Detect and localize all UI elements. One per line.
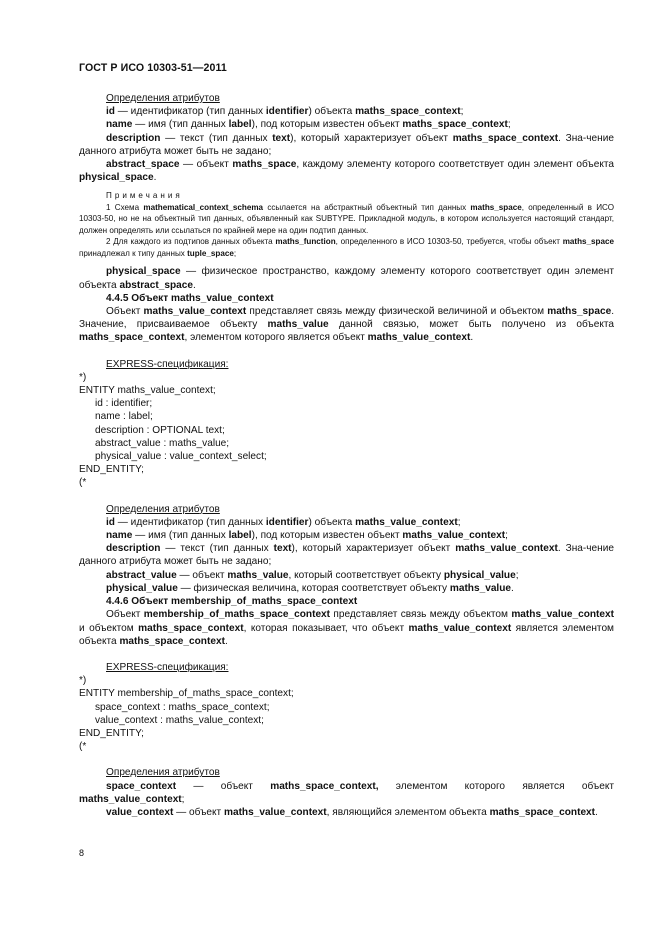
code-line: value_context : maths_value_context; [95, 714, 264, 726]
note-1: 1 Схема mathematical_context_schema ссылается на абстрактный объектный тип данных maths_space, определенный в ИСО 10303-50, но не на объектный тип данных, объявленный как SUBTYPE. Прикладной модуль, в котором используется настоящий стандарт, должен определять или ссылаться по крайней мере на один подтип данных. [79, 202, 614, 235]
code-line: (* [79, 741, 87, 753]
code-line: ENTITY membership_of_maths_space_context; [79, 688, 294, 700]
attr-id: id — идентификатор (тип данных identifier) объекта maths_space_context; [106, 106, 464, 118]
code-line: abstract_value : maths_value; [95, 437, 230, 449]
attr-name: name — имя (тип данных label), под которым известен объект maths_space_context; [106, 119, 511, 131]
attr-name: name — имя (тип данных label), под которым известен объект maths_value_context; [106, 530, 508, 542]
attributes-heading: Определения атрибутов [106, 93, 220, 104]
code-line: description : OPTIONAL text; [95, 424, 225, 436]
code-line: id : identifier; [95, 398, 153, 410]
code-line: name : label; [95, 411, 153, 423]
express-code-445 [79, 371, 614, 490]
code-line: ENTITY maths_value_context; [79, 385, 216, 397]
code-line: (* [79, 477, 87, 489]
express-heading-445: EXPRESS-спецификация: [106, 358, 229, 370]
attr-description: description — текст (тип данных text), который характеризует объект maths_value_context. Зна-чение данного атрибута может быть не задано; [79, 543, 614, 568]
code-line: *) [79, 675, 87, 687]
document-page [79, 62, 614, 819]
express-heading-446: EXPRESS-спецификация: [106, 661, 229, 673]
page-number: 8 [79, 848, 85, 858]
section-446-title: 4.4.6 Объект membership_of_maths_space_context [106, 596, 358, 608]
code-line: physical_value : value_context_select; [95, 451, 267, 463]
attr-description: description — текст (тип данных text), который характеризует объект maths_space_context. Зна-чение данного атрибута может быть не задано; [79, 132, 614, 157]
attributes-heading: Определения атрибутов [106, 503, 220, 515]
code-line: space_context : maths_space_context; [95, 701, 270, 713]
page-header: ГОСТ Р ИСО 10303-51—2011 [79, 62, 227, 74]
section-445-title: 4.4.5 Объект maths_value_context [106, 292, 274, 304]
code-line: END_ENTITY; [79, 464, 144, 476]
attr-physical-value: physical_value — физическая величина, которая соответствует объекту maths_value. [106, 582, 514, 594]
attributes-heading: Определения атрибутов [106, 767, 220, 779]
section-445-paragraph: Объект maths_value_context представляет связь между физической величиной и объектом maths_space. Значение, присваиваемое объекту maths_value данной связью, может быть получено из объекта maths_space_context, элементом которого является объект maths_value_context. [79, 306, 614, 344]
attr-abstract-value: abstract_value — объект maths_value, который соответствует объекту physical_value; [106, 569, 519, 581]
attr-space-context: space_context — объект maths_space_context, элементом которого является объект maths_value_context; [79, 780, 614, 805]
attr-physical-space: physical_space — физическое пространство, каждому элементу которого соответствует один элемент объекта abstract_space. [79, 266, 614, 291]
express-code-446 [79, 674, 614, 753]
attr-abstract-space: abstract_space — объект maths_space, каждому элементу которого соответствует один элемент объекта physical_space. [79, 159, 614, 184]
code-line: END_ENTITY; [79, 727, 144, 739]
attr-value-context: value_context — объект maths_value_context, являющийся элементом объекта maths_space_context. [106, 806, 598, 818]
code-line: *) [79, 371, 87, 383]
notes-title: Примечания [106, 191, 183, 201]
section-446-paragraph: Объект membership_of_maths_space_context представляет связь между объектом maths_value_context и объектом maths_space_context, которая показывает, что объект maths_value_context является элементом объекта maths_space_context. [79, 609, 614, 647]
attr-id: id — идентификатор (тип данных identifier) объекта maths_value_context; [106, 516, 461, 528]
note-2: 2 Для каждого из подтипов данных объекта maths_function, определенного в ИСО 10303-50, требуется, чтобы объект maths_space принадлежал к типу данных tuple_space; [79, 237, 614, 258]
